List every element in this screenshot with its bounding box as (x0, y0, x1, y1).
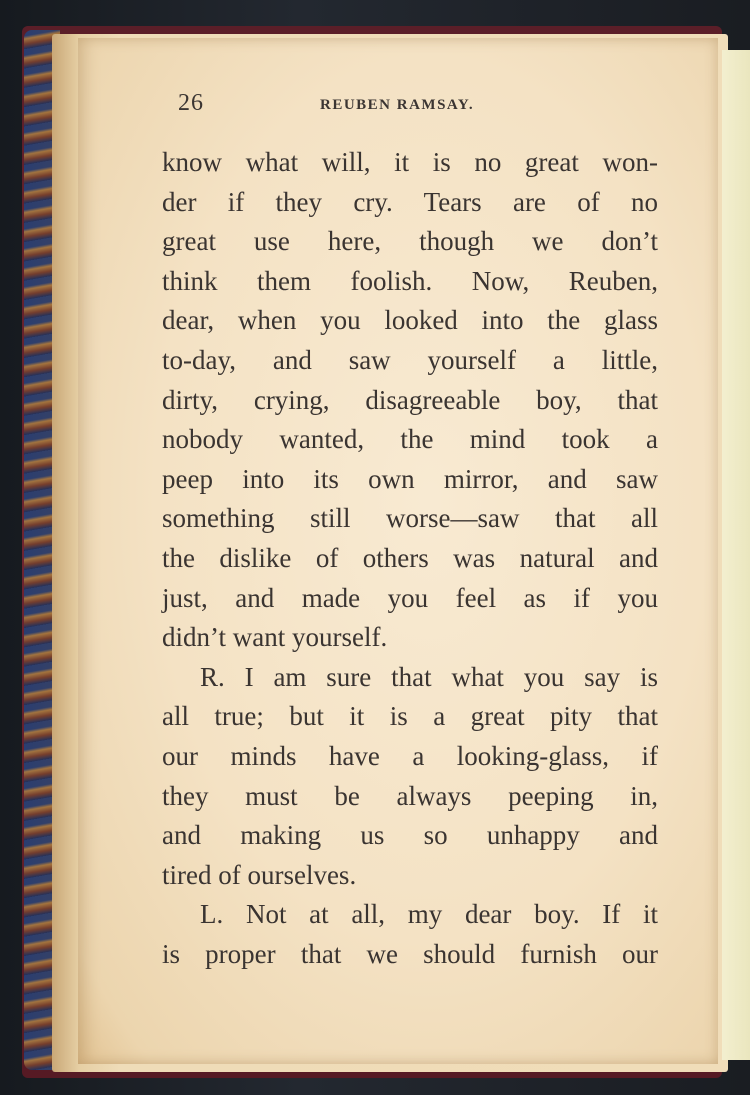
text-line: der if they cry. Tears are of no (162, 186, 658, 217)
text-line: just, and made you feel as if you (162, 582, 658, 613)
page-body (162, 143, 658, 974)
text-line: and making us so unhappy and (162, 820, 658, 851)
text-line: think them foolish. Now, Reuben, (162, 265, 658, 296)
text-line: didn’t want yourself. (162, 622, 388, 653)
page-number: 26 (178, 90, 204, 116)
text-line: they must be always peeping in, (162, 780, 658, 811)
text-line: R. I am sure that what you say is (200, 661, 658, 692)
text-line: the dislike of others was natural and (162, 542, 658, 573)
text-line: our minds have a looking-glass, if (162, 740, 658, 771)
text-line: all true; but it is a great pity that (162, 701, 658, 732)
text-line: great use here, though we don’t (162, 226, 658, 257)
text-line: dear, when you looked into the glass (162, 305, 658, 336)
text-line: L. Not at all, my dear boy. If it (200, 899, 658, 930)
text-line: to-day, and saw yourself a little, (162, 344, 658, 375)
text-line: peep into its own mirror, and saw (162, 463, 658, 494)
running-title: REUBEN RAMSAY. (320, 97, 475, 113)
text-line: something still worse—saw that all (162, 503, 658, 534)
facing-page-edge (722, 50, 750, 1060)
text-line: is proper that we should furnish our (162, 938, 658, 969)
page-header (178, 90, 658, 120)
text-line: know what will, it is no great won- (162, 147, 658, 177)
text-line: tired of ourselves. (162, 859, 357, 890)
text-line: nobody wanted, the mind took a (162, 424, 658, 455)
text-line: dirty, crying, disagreeable boy, that (162, 384, 658, 415)
